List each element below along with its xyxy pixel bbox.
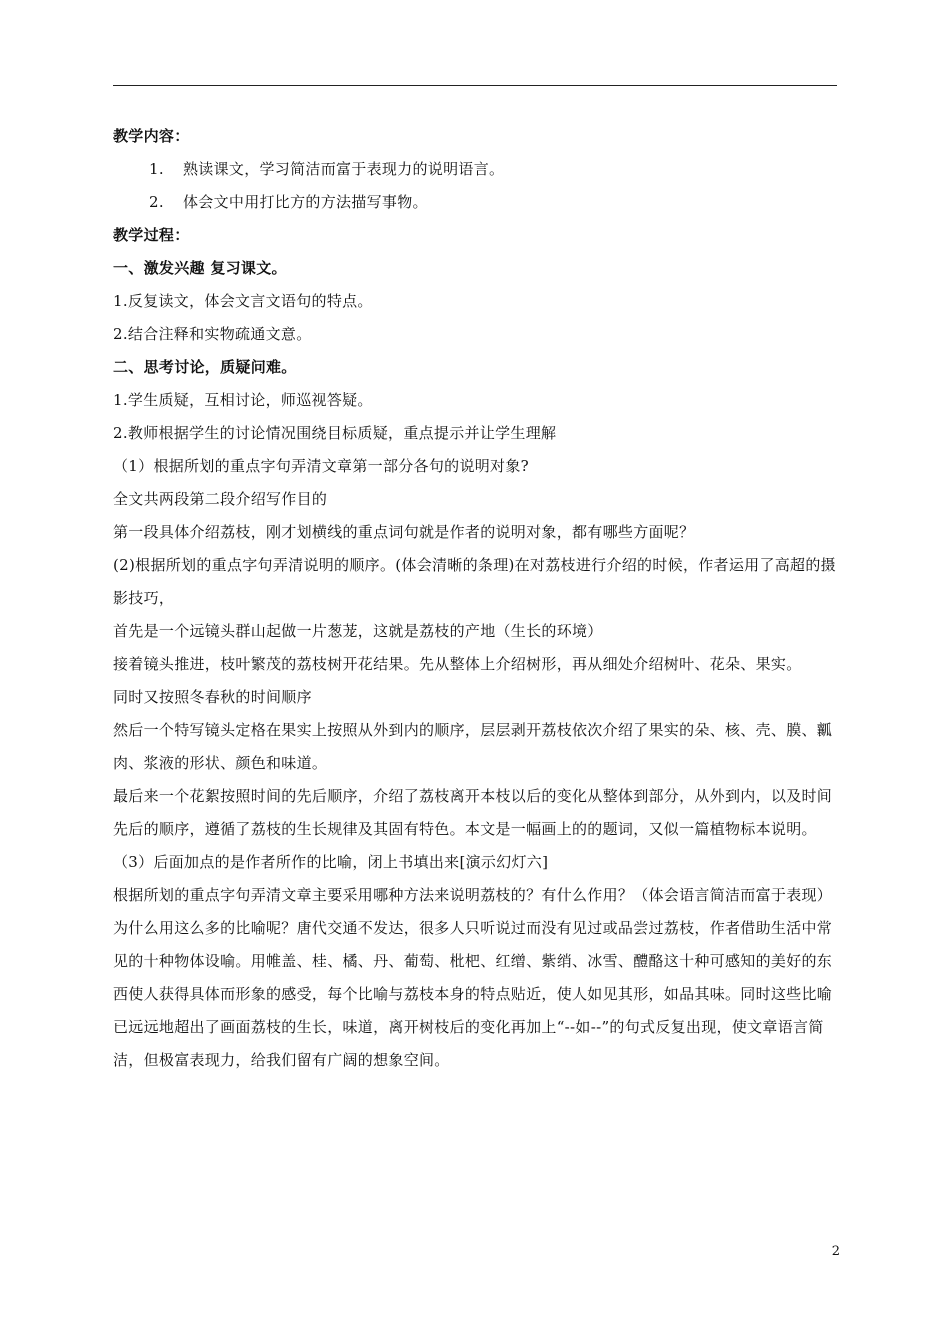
list-item: 2.教师根据学生的讨论情况围绕目标质疑，重点提示并让学生理解 — [113, 424, 557, 442]
paragraph: 然后一个特写镜头定格在果实上按照从外到内的顺序，层层剥开荔枝依次介绍了果实的朵、核、壳、膜、瓤肉、浆液的形状、颜色和味道。 — [113, 721, 833, 772]
section-heading: 二、思考讨论，质疑问难。 — [113, 358, 297, 376]
paragraph: （3）后面加点的是作者所作的比喻，闭上书填出来[演示幻灯六] — [113, 853, 549, 871]
list-item: 1.反复读文，体会文言文语句的特点。 — [113, 292, 373, 310]
paragraph: 第一段具体介绍荔枝，刚才划横线的重点词句就是作者的说明对象，都有哪些方面呢？ — [113, 523, 695, 541]
paragraph: 根据所划的重点字句弄清文章主要采用哪种方法来说明荔枝的？有什么作用？（体会语言简洁而富于表现） — [113, 886, 833, 904]
list-item: 1.学生质疑，互相讨论，师巡视答疑。 — [113, 391, 373, 409]
page-number: 2 — [831, 1244, 840, 1259]
document-body — [113, 120, 837, 1077]
paragraph: 首先是一个远镜头群山起做一片葱茏，这就是荔枝的产地（生长的环境） — [113, 622, 603, 640]
header-rule — [113, 85, 837, 86]
paragraph: 为什么用这么多的比喻呢？唐代交通不发达，很多人只听说过而没有见过或品尝过荔枝，作者借助生活中常见的十种物体设喻。用帷盖、桂、橘、丹、葡萄、枇杷、红缯、紫绡、冰雪、醴酪这十种可感知的美好的东西使人获得具体而形象的感受，每个比喻与荔枝本身的特点贴近，使人如见其形，如品其味。同时这些比喻已远远地超出了画面荔枝的生长，味道，离开树枝后的变化再加上“--如--”的句式反复出现，使文章语言简洁，但极富表现力，给我们留有广阔的想象空间。 — [113, 919, 833, 1069]
paragraph: 最后来一个花絮按照时间的先后顺序，介绍了荔枝离开本枝以后的变化从整体到部分，从外到内，以及时间先后的顺序，遵循了荔枝的生长规律及其固有特色。本文是一幅画上的的题词，又似一篇植物标本说明。 — [113, 787, 833, 838]
list-item: 2.结合注释和实物疏通文意。 — [113, 325, 312, 343]
goal-item: 1. 熟读课文，学习简洁而富于表现力的说明语言。 — [149, 160, 505, 178]
paragraph: 接着镜头推进，枝叶繁茂的荔枝树开花结果。先从整体上介绍树形，再从细处介绍树叶、花朵、果实。 — [113, 655, 802, 673]
section-heading: 一、激发兴趣 复习课文。 — [113, 259, 287, 277]
paragraph: 全文共两段第二段介绍写作目的 — [113, 490, 328, 508]
heading-teaching-process: 教学过程： — [113, 226, 190, 244]
paragraph: (2)根据所划的重点字句弄清说明的顺序。(体会清晰的条理)在对荔枝进行介绍的时候，作者运用了高超的摄影技巧， — [113, 556, 836, 607]
paragraph: 同时又按照冬春秋的时间顺序 — [113, 688, 312, 706]
goal-item: 2. 体会文中用打比方的方法描写事物。 — [149, 193, 428, 211]
heading-teaching-content: 教学内容： — [113, 127, 190, 145]
paragraph: （1）根据所划的重点字句弄清文章第一部分各句的说明对象? — [113, 457, 529, 475]
